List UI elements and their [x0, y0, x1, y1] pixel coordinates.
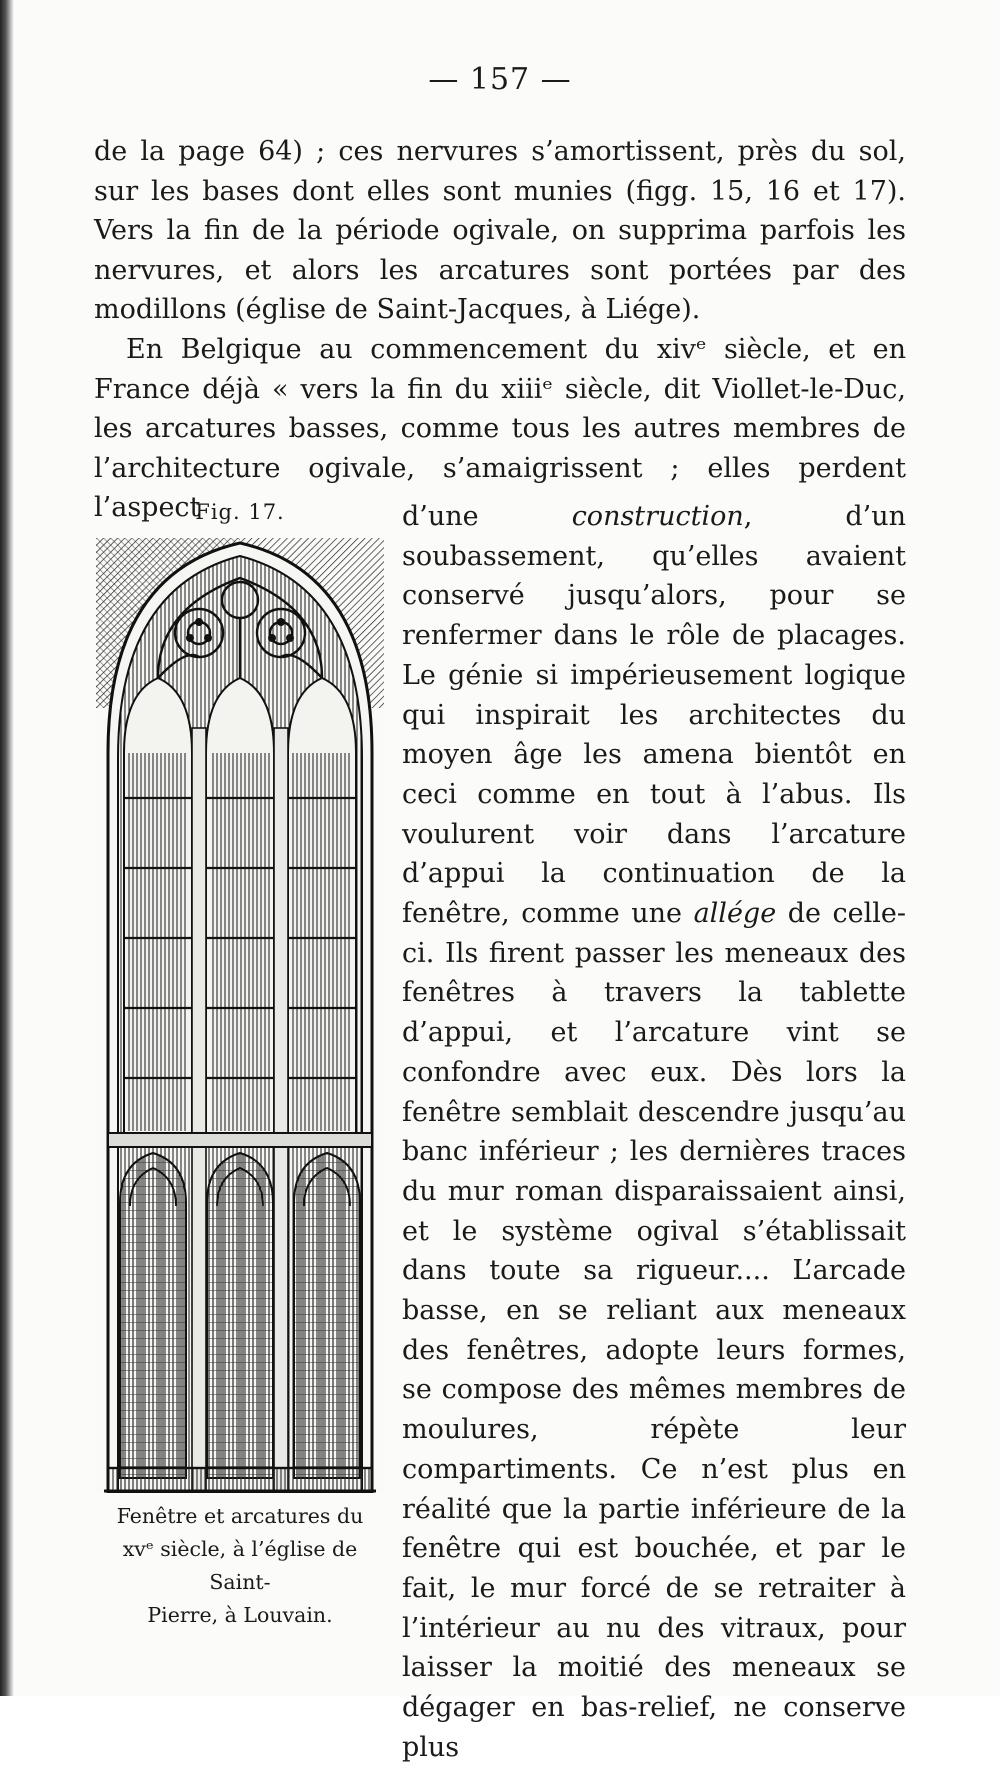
- text-run: d’une: [402, 501, 572, 532]
- caption-line-3: Pierre, à Louvain.: [147, 1603, 333, 1627]
- caption-line-2: xvᵉ siècle, à l’église de Saint-: [122, 1537, 358, 1594]
- text-run: de celle-ci. Ils firent passer les meneaux des fenêtres à travers la tablette d’appui, et l’arcature vint se confondre avec eux. Dès lors la fenêtre semblait descendre jusqu’au banc inférieur ; les dernières traces du mur roman disparaissaient ainsi, et le système ogival s’établissait dans toute sa rigueur.... L’arcade basse, en se reliant aux meneaux des fenêtres, adopte leurs formes, se compose des mêmes membres de moulures, répète leur compartiments. Ce n’est plus en réalité que la partie inférieure de la fenêtre qui est bouchée, et par le fait, le mur forcé de se retraiter à l’intérieur au nu des vitraux, pour laisser la moitié des meneaux se dégager en bas-relief, ne conserve plus: [402, 898, 906, 1763]
- page-edge-shadow: [0, 0, 14, 1696]
- gothic-window-engraving: [96, 538, 384, 1493]
- column-text: [402, 497, 906, 1768]
- paragraph-1: de la page 64) ; ces nervures s’amortissent, près du sol, sur les bases dont elles sont munies (figg. 15, 16 et 17). Vers la fin de la période ogivale, on supprima parfois les nervures, et alors les arcatures sont portées par des modillons (église de Saint-Jacques, à Liége).: [94, 136, 906, 326]
- page-number: — 157 —: [428, 62, 572, 97]
- text-run: , d’un soubassement, qu’elles avaient conservé jusqu’alors, pour se renfermer dans le rôle de placages. Le génie si impérieusement logique qui inspirait les architectes du moyen âge les amena bientôt en ceci comme en tout à l’abus. Ils voulurent voir dans l’arcature d’appui la continuation de la fenêtre, comme une: [402, 501, 906, 930]
- paragraph-2-continued: [402, 497, 906, 1768]
- emphasis-allege: allége: [693, 898, 777, 930]
- figure-17: [94, 500, 386, 1627]
- full-width-text: [94, 132, 906, 528]
- caption-line-1: Fenêtre et arcatures du: [116, 1504, 364, 1528]
- emphasis-construction: construction: [571, 501, 744, 532]
- figure-caption: [94, 1500, 386, 1632]
- figure-label: Fig. 17.: [195, 500, 285, 524]
- paragraph-2: En Belgique au commencement du xivᵉ siècle, et en France déjà « vers la fin du xiiiᵉ siècle, dit Viollet-le-Duc, les arcatures basses, comme tous les autres membres de l’architecture ogivale, s’amaigrissent ; elles perdent l’aspect: [94, 333, 906, 524]
